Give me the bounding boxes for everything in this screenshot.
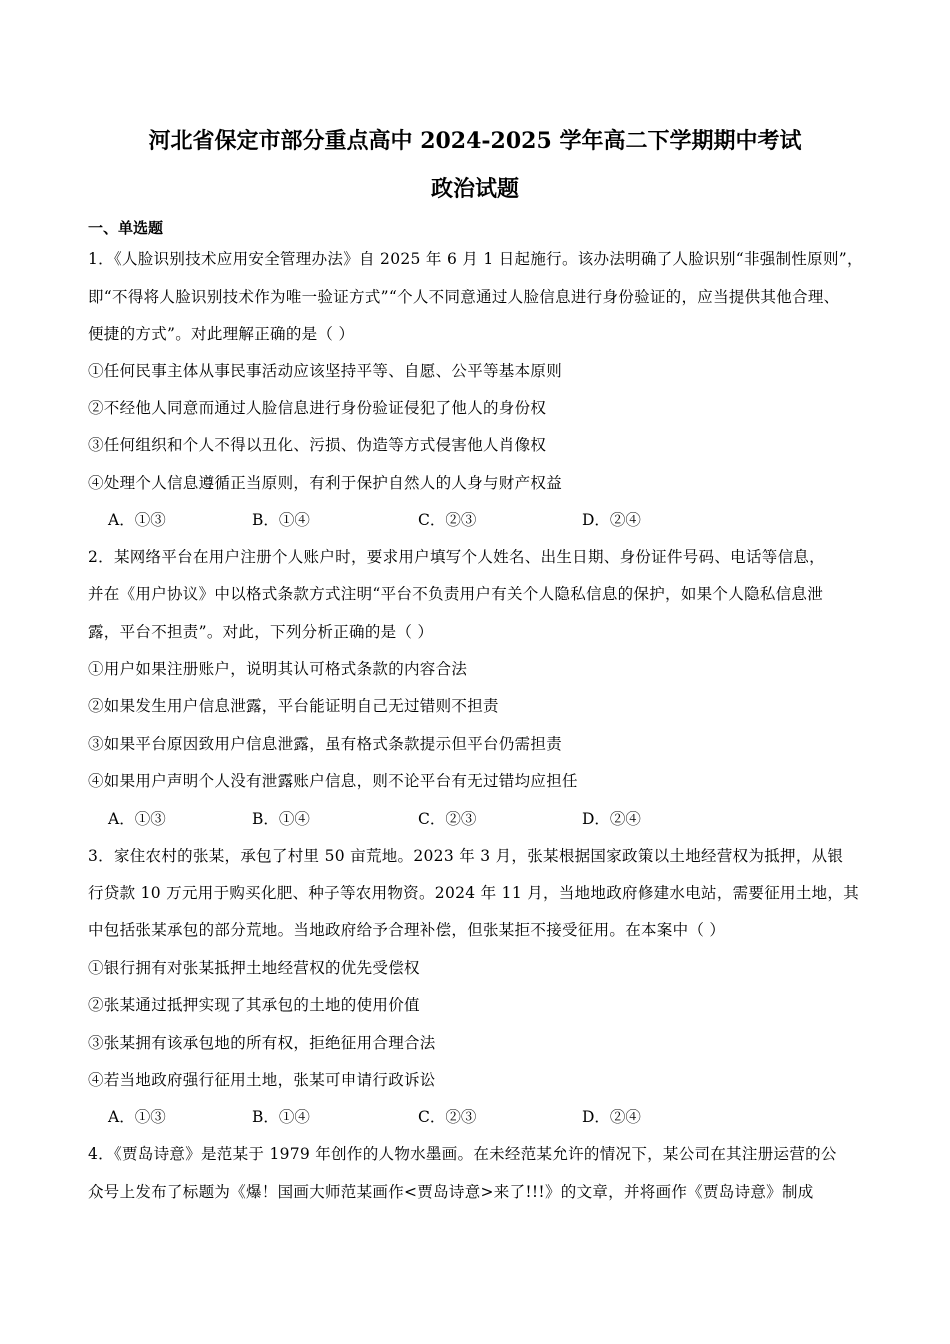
- exam-subtitle: 政治试题: [430, 176, 519, 202]
- question-1-statement-1: ①任何民事主体从事民事活动应该坚持平等、自愿、公平等基本原则: [88, 362, 563, 380]
- question-3-option-a: A．①③: [108, 1108, 166, 1126]
- question-3-option-b: B．①④: [252, 1108, 310, 1126]
- question-4-stem-line-1: 4．《贾岛诗意》是范某于 1979 年创作的人物水墨画。在未经范某允许的情况下，某公司在其注册运营的公: [88, 1145, 837, 1163]
- question-3-stem-line-2: 行贷款 10 万元用于购买化肥、种子等农用物资。2024 年 11 月，当地地政府修建水电站，需要征用土地，其: [88, 884, 860, 902]
- question-1-option-d: D．②④: [582, 511, 641, 529]
- question-2-option-a: A．①③: [108, 810, 166, 828]
- question-1-stem-line-2: 即“不得将人脸识别技术作为唯一验证方式”“个人不同意通过人脸信息进行身份验证的，应当提供其他合理、: [88, 288, 840, 306]
- question-2-statement-1: ①用户如果注册账户，说明其认可格式条款的内容合法: [88, 660, 468, 678]
- question-3-option-c: C．②③: [418, 1108, 477, 1126]
- question-4-stem-line-2: 众号上发布了标题为《爆！国画大师范某画作<贾岛诗意>来了!!!》的文章，并将画作《贾岛诗意》制成: [88, 1183, 814, 1201]
- question-2-option-c: C．②③: [418, 810, 477, 828]
- question-1-stem-line-1: 1．《人脸识别技术应用安全管理办法》自 2025 年 6 月 1 日起施行。该办法明确了人脸识别“非强制性原则”，: [88, 250, 863, 268]
- question-3-statement-3: ③张某拥有该承包地的所有权，拒绝征用合理合法: [88, 1034, 436, 1052]
- question-3-statement-4: ④若当地政府强行征用土地，张某可申请行政诉讼: [88, 1071, 436, 1089]
- section-heading: 一、单选题: [88, 219, 164, 237]
- question-1-option-b: B．①④: [252, 511, 310, 529]
- question-3-option-d: D．②④: [582, 1108, 641, 1126]
- question-2-stem-line-1: 2．某网络平台在用户注册个人账户时，要求用户填写个人姓名、出生日期、身份证件号码、电话等信息，: [88, 548, 825, 566]
- question-3-statement-1: ①银行拥有对张某抵押土地经营权的优先受偿权: [88, 959, 420, 977]
- question-2-statement-3: ③如果平台原因致用户信息泄露，虽有格式条款提示但平台仍需担责: [88, 735, 563, 753]
- question-2-stem-line-3: 露，平台不担责”。对此，下列分析正确的是（ ）: [88, 623, 434, 641]
- question-1-option-a: A．①③: [108, 511, 166, 529]
- question-1-stem-line-3: 便捷的方式”。对此理解正确的是（ ）: [88, 325, 355, 343]
- question-2-option-b: B．①④: [252, 810, 310, 828]
- question-1-option-c: C．②③: [418, 511, 477, 529]
- question-2-option-d: D．②④: [582, 810, 641, 828]
- question-1-statement-4: ④处理个人信息遵循正当原则，有利于保护自然人的人身与财产权益: [88, 474, 563, 492]
- question-2-statement-4: ④如果用户声明个人没有泄露账户信息，则不论平台有无过错均应担任: [88, 772, 578, 790]
- question-1-statement-3: ③任何组织和个人不得以丑化、污损、伪造等方式侵害他人肖像权: [88, 436, 547, 454]
- question-3-statement-2: ②张某通过抵押实现了其承包的土地的使用价值: [88, 996, 420, 1014]
- question-3-stem-line-1: 3．家住农村的张某，承包了村里 50 亩荒地。2023 年 3 月，张某根据国家政策以土地经营权为抵押，从银: [88, 847, 844, 865]
- exam-title: 河北省保定市部分重点高中 2024-2025 学年高二下学期期中考试: [148, 128, 802, 154]
- question-2-statement-2: ②如果发生用户信息泄露，平台能证明自己无过错则不担责: [88, 697, 499, 715]
- question-3-stem-line-3: 中包括张某承包的部分荒地。当地政府给予合理补偿，但张某拒不接受征用。在本案中（ ）: [88, 921, 726, 939]
- question-2-stem-line-2: 并在《用户协议》中以格式条款方式注明“平台不负责用户有关个人隐私信息的保护，如果个人隐私信息泄: [88, 585, 824, 603]
- question-1-statement-2: ②不经他人同意而通过人脸信息进行身份验证侵犯了他人的身份权: [88, 399, 547, 417]
